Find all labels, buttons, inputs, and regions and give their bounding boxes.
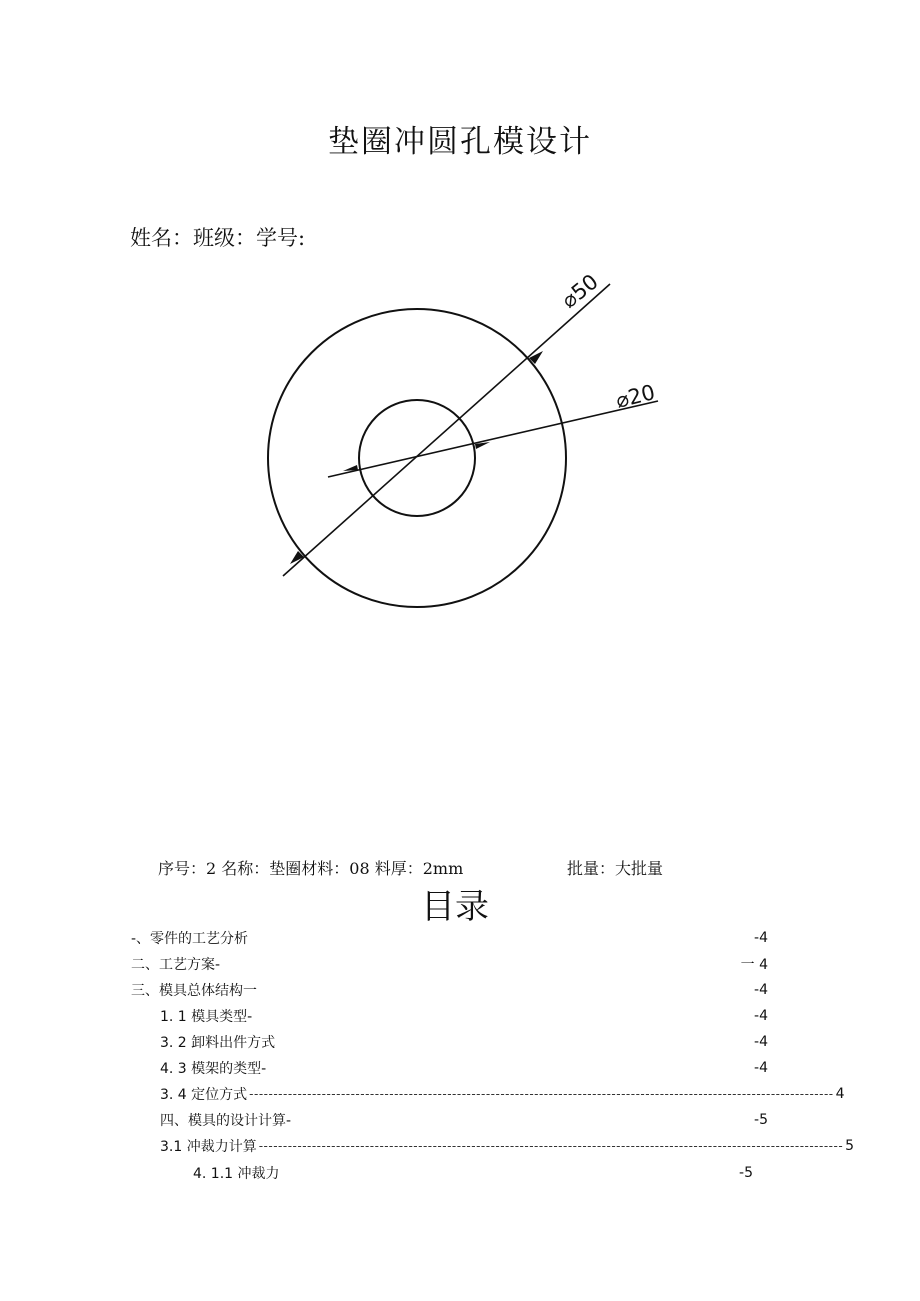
toc-item-page: 5 bbox=[845, 1138, 855, 1154]
toc-item-page: -4 bbox=[754, 1034, 768, 1050]
toc-item-label: -、零件的工艺分析 bbox=[131, 931, 249, 947]
toc-item-leader: ------------------------------------------------------------------------------------------------------------------------- bbox=[249, 1087, 834, 1101]
inner-dimension-label: ⌀20 bbox=[613, 380, 658, 413]
toc-item-page: 一 4 bbox=[740, 957, 768, 973]
toc-item[interactable] bbox=[160, 1084, 845, 1104]
toc-item-label: 3. 4 定位方式 bbox=[160, 1087, 248, 1103]
inner-circle bbox=[359, 400, 475, 516]
toc-item[interactable] bbox=[131, 928, 768, 948]
toc-item-page: -4 bbox=[754, 1008, 768, 1024]
document-title: 垫圈冲圆孔模设计 bbox=[328, 124, 592, 160]
toc-item-label: 四、模具的设计计算- bbox=[160, 1113, 292, 1129]
toc-item-page: -5 bbox=[754, 1112, 768, 1128]
toc-item[interactable] bbox=[160, 1032, 768, 1052]
toc-item-label: 4. 3 模架的类型- bbox=[160, 1061, 267, 1077]
toc-item-label: 二、工艺方案- bbox=[131, 957, 221, 973]
toc-item-label: 3.1 冲裁力计算 bbox=[160, 1139, 257, 1155]
part-info: 序号：2 名称：垫圈材料：08 料厚：2mm bbox=[158, 859, 464, 878]
toc-item-page: 4 bbox=[835, 1086, 845, 1102]
toc-item[interactable] bbox=[160, 1006, 768, 1026]
toc-item-leader: ------------------------------------------------------------------------------------------------------------------------- bbox=[258, 1139, 844, 1153]
washer-drawing bbox=[255, 265, 675, 615]
toc-item-page: -4 bbox=[754, 1060, 768, 1076]
toc-title: 目录 bbox=[421, 887, 489, 927]
toc-item[interactable] bbox=[160, 1110, 768, 1130]
student-info-line: 姓名：班级：学号: bbox=[130, 226, 306, 250]
toc-item[interactable] bbox=[131, 954, 768, 974]
toc-item[interactable] bbox=[160, 1058, 768, 1078]
toc-item-label: 1. 1 模具类型- bbox=[160, 1009, 253, 1025]
outer-dimension-line bbox=[283, 284, 610, 576]
batch-info: 批量：大批量 bbox=[567, 859, 664, 878]
toc-item[interactable] bbox=[160, 1136, 855, 1156]
inner-dimension-arrow-left bbox=[343, 465, 358, 471]
toc-item-label: 4. 1.1 冲裁力 bbox=[193, 1166, 280, 1182]
outer-dimension-label: ⌀50 bbox=[557, 269, 603, 313]
toc-item-page: -5 bbox=[739, 1165, 753, 1181]
toc-item-page: -4 bbox=[754, 930, 768, 946]
toc-item-label: 三、模具总体结构一 bbox=[131, 983, 257, 999]
outer-circle bbox=[268, 309, 566, 607]
inner-dimension-line bbox=[328, 401, 658, 477]
toc-item-label: 3. 2 卸料出件方式 bbox=[160, 1035, 276, 1051]
toc-item[interactable] bbox=[131, 980, 768, 1000]
toc-item-page: -4 bbox=[754, 982, 768, 998]
toc-item[interactable] bbox=[193, 1163, 753, 1183]
